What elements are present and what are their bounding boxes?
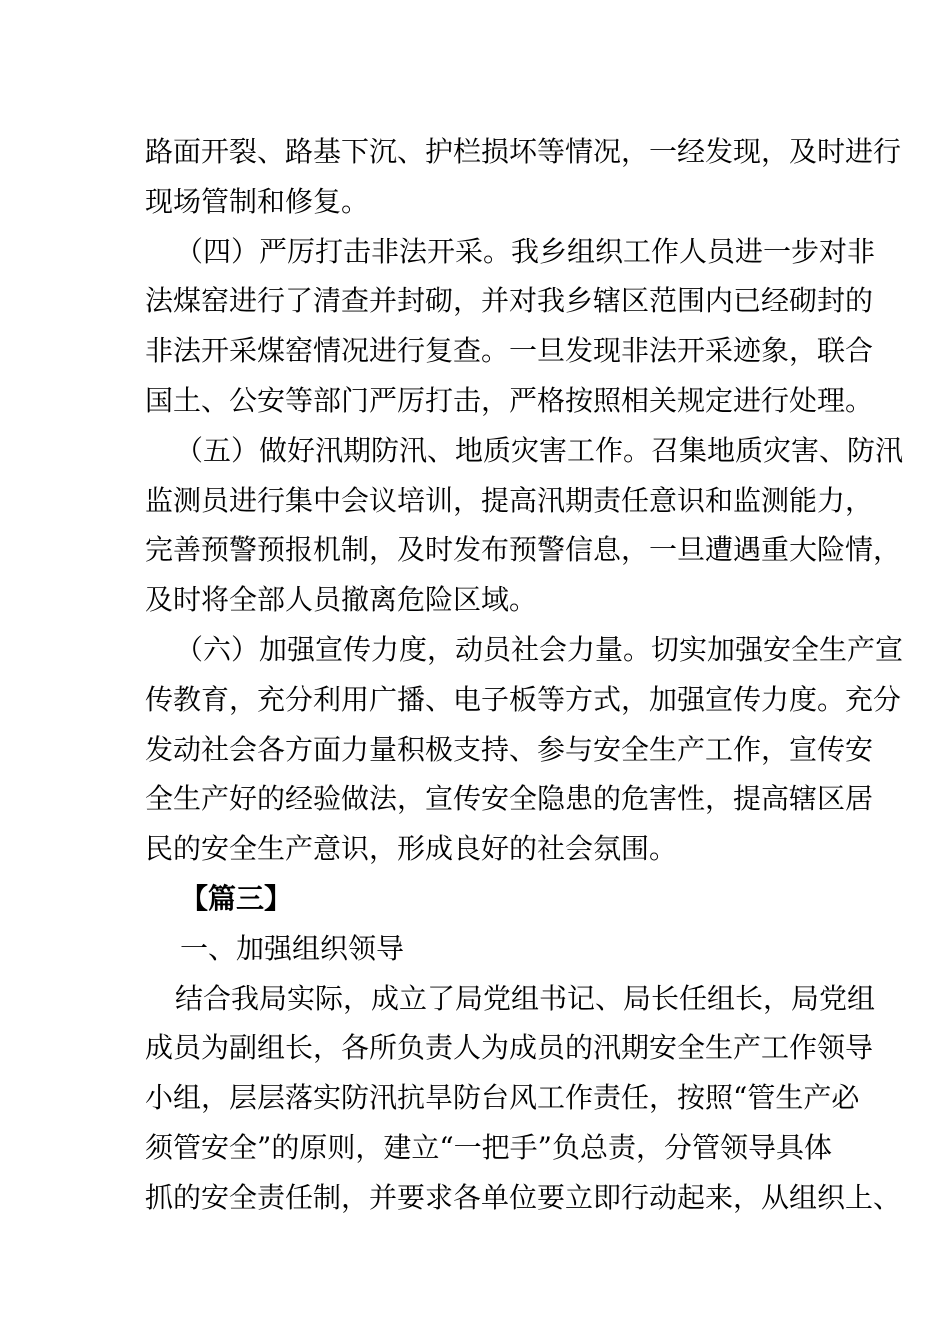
paragraph-line: 结合我局实际，成立了局党组书记、局长任组长，局党组	[175, 981, 876, 1015]
paragraph-line: 发动社会各方面力量积极支持、参与安全生产工作，宣传安	[145, 732, 874, 766]
paragraph-line: 法煤窑进行了清查并封砌，并对我乡辖区范围内已经砌封的	[145, 284, 874, 318]
paragraph-line: 及时将全部人员撤离危险区域。	[145, 583, 538, 617]
paragraph-line: 路面开裂、路基下沉、护栏损坏等情况，一经发现，及时进行	[145, 135, 902, 168]
section-heading: 【篇三】	[180, 881, 293, 915]
document-body	[145, 127, 904, 1223]
paragraph-line: 抓的安全责任制，并要求各单位要立即行动起来，从组织上、	[145, 1180, 902, 1214]
paragraph-line: 民的安全生产意识，形成良好的社会氛围。	[145, 832, 678, 866]
paragraph-line: 传教育，充分利用广播、电子板等方式，加强宣传力度。充分	[145, 682, 902, 716]
paragraph-line: （六）加强宣传力度，动员社会力量。切实加强安全生产宣	[175, 632, 904, 666]
paragraph-line: 非法开采煤窑情况进行复查。一旦发现非法开采迹象，联合	[145, 334, 874, 368]
paragraph-line: （五）做好汛期防汛、地质灾害工作。召集地质灾害、防汛	[175, 433, 904, 467]
paragraph-line: 小组，层层落实防汛抗旱防台风工作责任，按照“管生产必	[145, 1081, 860, 1115]
paragraph-line: 全生产好的经验做法，宣传安全隐患的危害性，提高辖区居	[145, 782, 874, 816]
paragraph-line: 现场管制和修复。	[145, 184, 370, 218]
subsection-heading: 一、加强组织领导	[180, 931, 405, 965]
paragraph-line: 监测员进行集中会议培训，提高汛期责任意识和监测能力，	[145, 483, 874, 517]
paragraph-line: 完善预警预报机制，及时发布预警信息，一旦遭遇重大险情，	[145, 533, 902, 567]
paragraph-line: 成员为副组长，各所负责人为成员的汛期安全生产工作领导	[145, 1031, 874, 1065]
paragraph-line: （四）严厉打击非法开采。我乡组织工作人员进一步对非	[175, 234, 876, 268]
paragraph-line: 须管安全”的原则，建立“一把手”负总责，分管领导具体	[145, 1130, 832, 1164]
paragraph-line: 国土、公安等部门严厉打击，严格按照相关规定进行处理。	[145, 383, 874, 417]
